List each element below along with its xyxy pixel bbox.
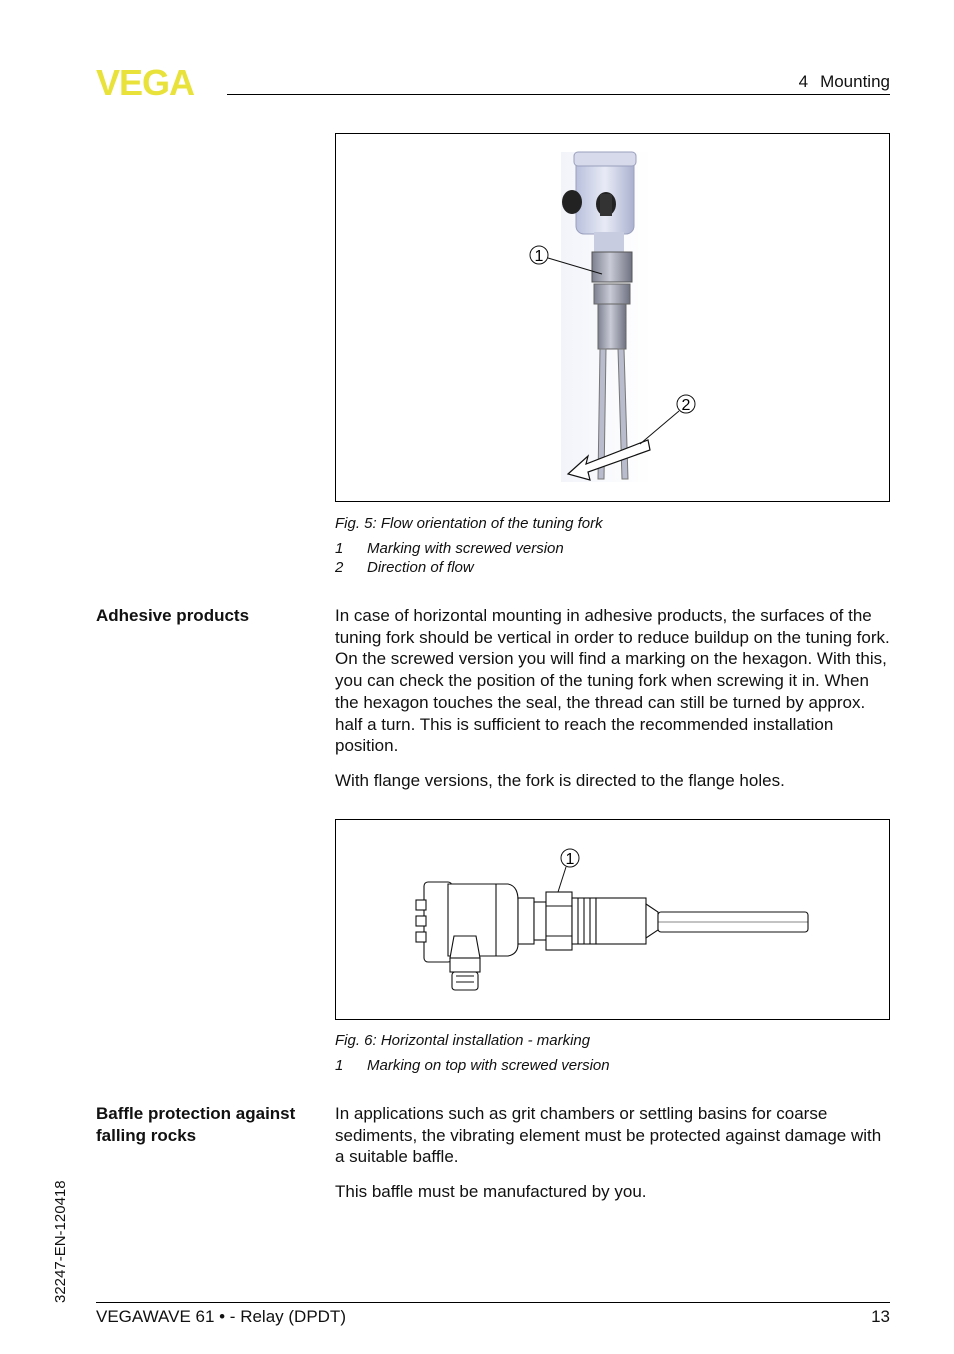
document-code: 32247-EN-120418 xyxy=(52,1180,69,1303)
adhesive-paragraph-2: With flange versions, the fork is directed to the flange holes. xyxy=(335,771,785,790)
vega-logo xyxy=(96,66,220,98)
tuning-fork-horizontal-drawing xyxy=(336,820,889,1019)
figure-5-caption: Fig. 5: Flow orientation of the tuning fork xyxy=(335,515,603,532)
figure-6-box xyxy=(335,819,890,1020)
footer-product-name: VEGAWAVE 61 • - Relay (DPDT) xyxy=(96,1307,346,1326)
baffle-paragraph-2: This baffle must be manufactured by you. xyxy=(335,1182,647,1201)
footer-rule xyxy=(96,1302,890,1303)
section-name: Mounting xyxy=(820,72,890,91)
baffle-protection-heading: Baffle protection against falling rocks xyxy=(96,1104,296,1145)
page-number: 13 xyxy=(871,1307,890,1326)
fig6-callout-1: 1 xyxy=(565,851,575,868)
section-title xyxy=(799,72,890,92)
logo-text: VEGA xyxy=(96,66,195,98)
figure-5-legend-item: 1 Marking with screwed version xyxy=(335,540,564,557)
section-number: 4 xyxy=(798,72,809,91)
fig5-callout-2: 2 xyxy=(681,397,691,414)
fig5-callout-1: 1 xyxy=(534,248,544,265)
figure-6-legend-item: 1 Marking on top with screwed version xyxy=(335,1057,610,1074)
tuning-fork-vertical-drawing xyxy=(336,134,889,501)
header-rule xyxy=(227,94,890,95)
adhesive-paragraph-1: In case of horizontal mounting in adhesive products, the surfaces of the tuning fork should be vertical in order to reduce buildup on the tuning fork. On the screwed version you will find a marking on the hexagon. With this, you can check the position of the tuning fork when screwing it in. When the hexagon touches the seal, the thread can still be turned by approx. half a turn. This is sufficient to reach the recommended installation position. xyxy=(335,606,890,756)
baffle-paragraph-1: In applications such as grit chambers or settling basins for coarse sediments, the vibrating element must be protected against damage with a suitable baffle. xyxy=(335,1104,882,1167)
figure-6-caption: Fig. 6: Horizontal installation - marking xyxy=(335,1032,591,1049)
adhesive-products-heading: Adhesive products xyxy=(96,606,250,625)
figure-5-box xyxy=(335,133,890,502)
figure-5-legend-item: 2 Direction of flow xyxy=(335,559,474,576)
